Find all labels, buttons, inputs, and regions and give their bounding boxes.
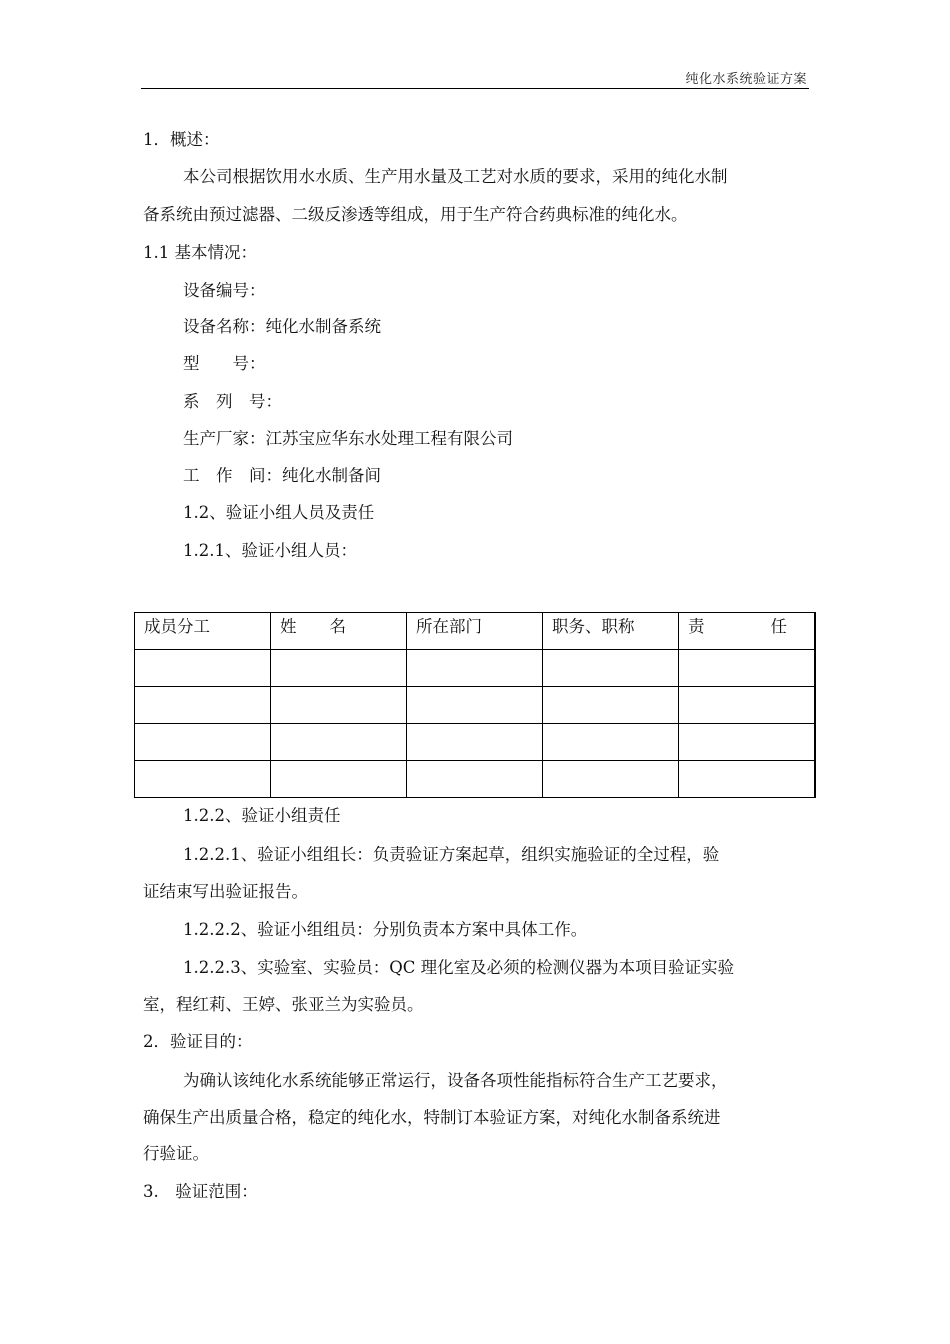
table-cell xyxy=(679,761,815,798)
field-label: 型 号： xyxy=(183,354,266,373)
section-1-2-2-heading: 1.2.2、验证小组责任 xyxy=(183,806,341,825)
table-cell xyxy=(271,687,407,724)
table-header-row xyxy=(135,613,815,650)
field-label: 设备编号： xyxy=(183,281,266,300)
table-cell xyxy=(679,687,815,724)
table-header-cell: 姓 名 xyxy=(271,613,407,650)
item-1-2-2-1-line-2: 证结束写出验证报告。 xyxy=(143,882,308,901)
table-row xyxy=(135,650,815,687)
section-1-1-heading: 1.1 基本情况： xyxy=(143,243,257,262)
section-3-heading: 3. 验证范围： xyxy=(143,1182,258,1201)
table-cell xyxy=(407,687,543,724)
field-label: 生产厂家： xyxy=(183,429,266,448)
field-manufacturer xyxy=(183,429,513,449)
field-value: 纯化水制备间 xyxy=(282,466,381,485)
field-model xyxy=(183,354,266,374)
table-row xyxy=(135,687,815,724)
item-1-2-2-3-line-2: 室，程红莉、王婷、张亚兰为实验员。 xyxy=(143,995,424,1014)
item-1-2-2-1-line-1: 1.2.2.1、验证小组组长：负责验证方案起草，组织实施验证的全过程，验 xyxy=(183,845,720,864)
section-1-2-heading: 1.2、验证小组人员及责任 xyxy=(183,503,375,522)
header-rule xyxy=(141,88,809,89)
field-equipment-name xyxy=(183,317,381,337)
table-header-cell: 责 任 xyxy=(679,613,815,650)
table-cell xyxy=(543,687,679,724)
table-cell xyxy=(543,724,679,761)
field-value: 江苏宝应华东水处理工程有限公司 xyxy=(265,429,513,448)
table-cell xyxy=(135,650,271,687)
table-cell xyxy=(543,761,679,798)
table-cell xyxy=(543,650,679,687)
field-label: 设备名称： xyxy=(183,317,266,336)
running-header-title: 纯化水系统验证方案 xyxy=(685,72,807,87)
table-cell xyxy=(407,724,543,761)
validation-team-table xyxy=(134,612,816,798)
field-equipment-number xyxy=(183,281,266,301)
table-cell xyxy=(407,650,543,687)
section-2-line-1: 为确认该纯化水系统能够正常运行，设备各项性能指标符合生产工艺要求， xyxy=(183,1071,728,1090)
table-cell xyxy=(679,650,815,687)
table-cell xyxy=(135,687,271,724)
table-header-cell: 职务、职称 xyxy=(543,613,679,650)
item-1-2-2-3-line-1: 1.2.2.3、实验室、实验员：QC 理化室及必须的检测仪器为本项目验证实验 xyxy=(183,958,735,977)
table-header-cell: 所在部门 xyxy=(407,613,543,650)
table-cell xyxy=(271,761,407,798)
section-2-line-3: 行验证。 xyxy=(143,1144,209,1163)
section-2-heading: 2．验证目的： xyxy=(143,1032,253,1051)
table-row xyxy=(135,724,815,761)
section-1-paragraph-line-1: 本公司根据饮用水水质、生产用水量及工艺对水质的要求，采用的纯化水制 xyxy=(183,167,728,186)
field-label: 系 列 号： xyxy=(183,392,282,411)
table-cell xyxy=(271,650,407,687)
section-2-line-2: 确保生产出质量合格，稳定的纯化水，特制订本验证方案，对纯化水制备系统进 xyxy=(143,1108,721,1127)
section-1-2-1-heading: 1.2.1、验证小组人员： xyxy=(183,541,357,560)
table-row xyxy=(135,761,815,798)
field-workroom xyxy=(183,466,381,486)
section-1-heading: 1．概述： xyxy=(143,130,220,149)
item-1-2-2-2: 1.2.2.2、验证小组组员：分别负责本方案中具体工作。 xyxy=(183,920,588,939)
table-cell xyxy=(679,724,815,761)
table-header-cell: 成员分工 xyxy=(135,613,271,650)
field-serial-number xyxy=(183,392,282,412)
table-cell xyxy=(271,724,407,761)
section-1-paragraph-line-2: 备系统由预过滤器、二级反渗透等组成，用于生产符合药典标准的纯化水。 xyxy=(143,205,688,224)
field-label: 工 作 间： xyxy=(183,466,282,485)
table-cell xyxy=(135,724,271,761)
field-value: 纯化水制备系统 xyxy=(265,317,381,336)
table-cell xyxy=(135,761,271,798)
table-cell xyxy=(407,761,543,798)
